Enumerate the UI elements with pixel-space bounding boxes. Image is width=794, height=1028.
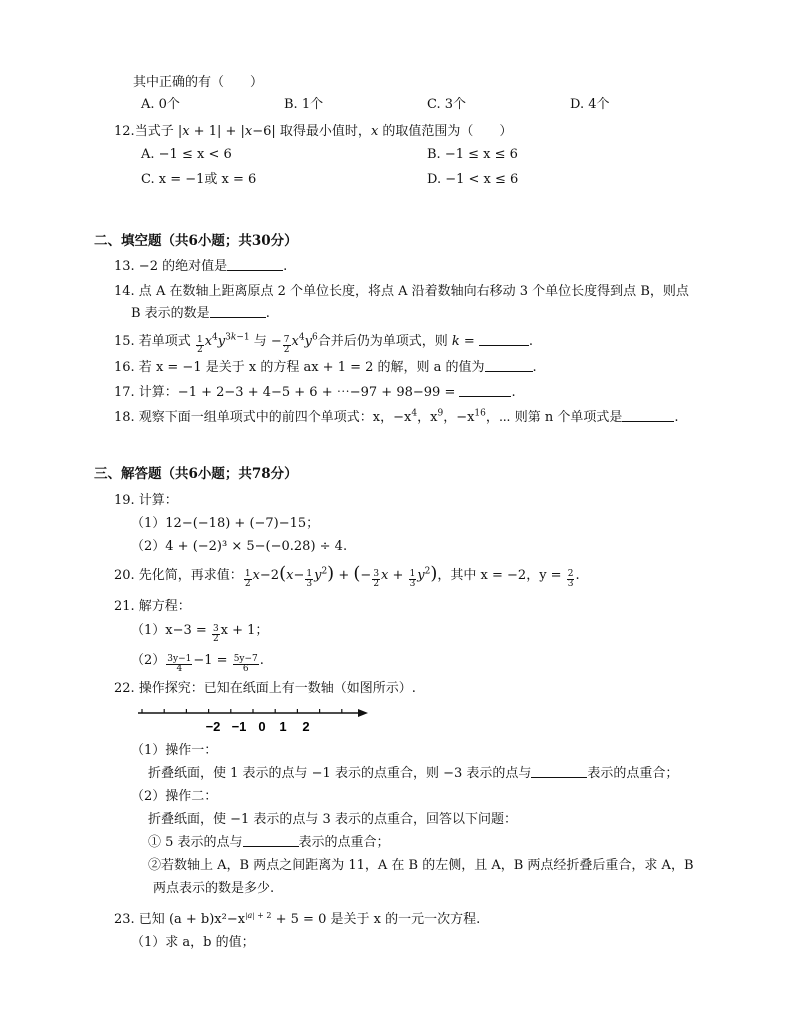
q13: 13. −2 的绝对值是 . (114, 259, 288, 274)
axis-label-2: 2 (302, 719, 310, 734)
q14-line2: B 表示的数是 . (131, 306, 270, 321)
q11-option-b: B. 1个 (284, 97, 324, 112)
q23: 23. 已知 $(a + b)x^2-x^{|a| + 2} + 5 = 0$ 是关于 x 的一元一次方程. (114, 910, 481, 927)
q20: 20. 先化简，再求值： $\frac{1}{2}$ x−2(x− $\frac{1}{3}$ $y^2$) + (− $\frac{3}{2}$ x + $\frac{1}{3}$ $y^2$)，其中 x = −2，y = $\frac{2}{3}$ . (114, 563, 580, 589)
fraction-seven-half: $\frac{7}{2}$ (283, 335, 290, 355)
q15: 15. 若单项式 $\frac{1}{2}$ $x^4y^{3k-1}$ 与 − $\frac{7}{2}$ $x^4y^6$合并后仍为单项式，则 k = . (114, 332, 534, 355)
q21: 21. 解方程： (114, 599, 191, 614)
q19: 19. 计算： (114, 493, 178, 508)
q21-part2: （2） $\frac{3y-1}{4}$ −1 = $\frac{5y-7}{6}$ . (131, 653, 264, 674)
q22-op1-text: 折叠纸面，使 1 表示的点与 −1 表示的点重合，则 −3 表示的点与 表示的点重合； (148, 766, 679, 781)
q12-option-c: C. x = −1或 x = 6 (141, 172, 257, 187)
number-line-arrow (358, 709, 368, 717)
q22-op2-title: （2）操作二： (131, 789, 218, 804)
axis-label-1: 1 (279, 719, 287, 734)
q22: 22. 操作探究：已知在纸面上有一数轴（如图所示）. (114, 681, 416, 696)
q19-part1: （1）12−(−18) + (−7)−15； (131, 516, 320, 531)
q22-op2-item2-line1: ②若数轴上 A，B 两点之间距离为 11，A 在 B 的左侧，且 A，B 两点经折叠后重合，求 A，B (148, 858, 694, 873)
q22-op2-item2-line2: 两点表示的数是多少. (153, 881, 275, 896)
q16: 16. 若 x = −1 是关于 x 的方程 ax + 1 = 2 的解，则 a 的值为 . (114, 360, 537, 375)
q11-option-a: A. 0个 (141, 97, 180, 112)
q11-option-d: D. 4个 (570, 97, 610, 112)
q21-part1: （1）x−3 = $\frac{3}{2}$ x + 1； (131, 623, 269, 644)
q12-stem: 12.当式子 |x + 1| + |x−6| 取得最小值时，x 的取值范围为（ ） (114, 124, 513, 139)
q18: 18. 观察下面一组单项式中的前四个单项式：x，$-x^4$，$x^9$，$-x^{16}$，⋯ 则第 n 个单项式是 . (114, 408, 679, 425)
q22-op1-title: （1）操作一： (131, 743, 218, 758)
axis-label-neg2: −2 (205, 719, 221, 734)
section-fill-in-title: 二、填空题（共6小题；共30分） (94, 233, 298, 249)
q12-option-b: B. −1 ≤ x ≤ 6 (427, 147, 518, 162)
q17: 17. 计算：−1 + 2−3 + 4−5 + 6 + ⋯−97 + 98−99 = . (114, 385, 516, 400)
axis-label-0: 0 (258, 719, 266, 734)
number-line (136, 704, 372, 734)
q11-stem: 其中正确的有（ ） (133, 75, 264, 90)
q11-option-c: C. 3个 (427, 97, 467, 112)
section-answer-title: 三、解答题（共6小题；共78分） (94, 466, 298, 482)
axis-label-neg1: −1 (231, 719, 247, 734)
q23-part1: （1）求 a，b 的值； (131, 935, 255, 950)
q12-option-d: D. −1 < x ≤ 6 (427, 172, 519, 187)
q19-part2: （2）4 + (−2)³ × 5−(−0.28) ÷ 4. (131, 539, 348, 554)
q14-line1: 14. 点 A 在数轴上距离原点 2 个单位长度，将点 A 沿着数轴向右移动 3 个单位长度得到点 B，则点 (114, 284, 689, 299)
fraction-one-half: $\frac{1}{2}$ (196, 335, 203, 355)
q22-op2-text: 折叠纸面，使 −1 表示的点与 3 表示的点重合，回答以下问题： (148, 812, 517, 827)
q22-op2-item1: ① 5 表示的点与 表示的点重合； (148, 835, 390, 850)
q12-option-a: A. −1 ≤ x < 6 (141, 147, 232, 162)
